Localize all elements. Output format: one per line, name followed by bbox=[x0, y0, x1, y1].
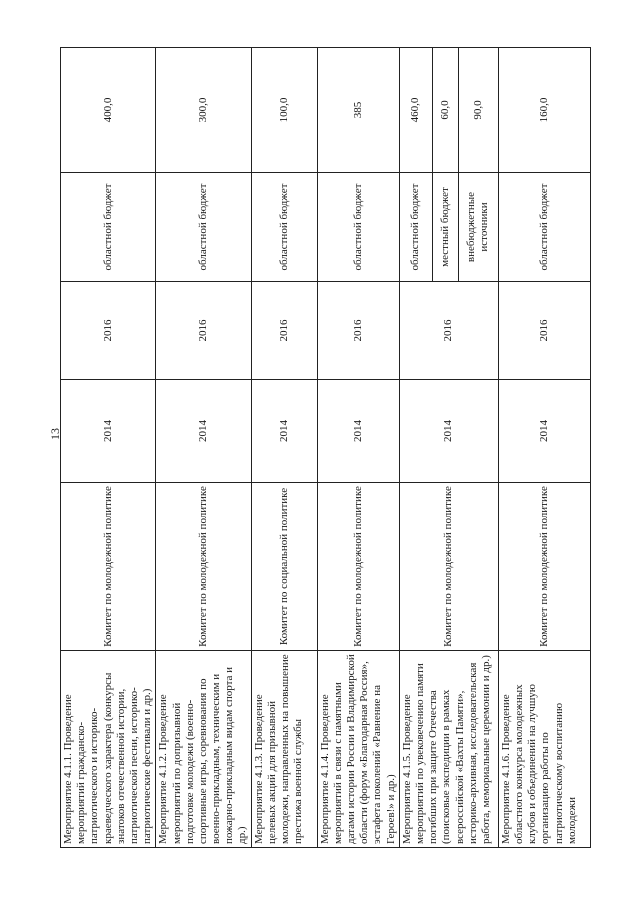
start-year-cell: 2014 bbox=[61, 380, 156, 483]
start-year-cell: 2014 bbox=[317, 380, 399, 483]
end-year-cell: 2016 bbox=[498, 282, 590, 380]
activity-description: Мероприятие 4.1.2. Проведение мероприятий по допризывной подготовке молодежи (военно-спортивные игры, соревнования по военно-прикладным, техническим и пожарно-прикладным видам спорта и др.) bbox=[156, 651, 251, 848]
end-year-cell: 2016 bbox=[156, 282, 251, 380]
end-year-cell: 2016 bbox=[399, 282, 498, 380]
start-year-cell: 2014 bbox=[251, 380, 317, 483]
start-year-cell: 2014 bbox=[498, 380, 590, 483]
funding-source-cell: областной бюджет bbox=[498, 173, 590, 282]
activity-description: Мероприятие 4.1.3. Проведение целевых акций для призывной молодежи, направленных на повышение престижа военной службы bbox=[251, 651, 317, 848]
funding-source-cell: областной бюджет bbox=[399, 173, 432, 282]
funding-amount-cell: 90,0 bbox=[458, 48, 498, 173]
executor-cell: Комитет по социальной политике bbox=[251, 483, 317, 651]
end-year-cell: 2016 bbox=[61, 282, 156, 380]
funding-source-cell: местный бюджет bbox=[432, 173, 458, 282]
funding-source-cell: областной бюджет bbox=[156, 173, 251, 282]
table-row bbox=[251, 48, 317, 848]
funding-amount-cell: 385 bbox=[317, 48, 399, 173]
activity-description: Мероприятие 4.1.4. Проведение мероприятий в связи с памятными датами истории России и Владимирской области (форум «Благодарная Россия», эстафета поколений «Равнение на Героев!» и др.) bbox=[317, 651, 399, 848]
funding-source-cell: областной бюджет bbox=[317, 173, 399, 282]
table-row bbox=[498, 48, 590, 848]
start-year-cell: 2014 bbox=[156, 380, 251, 483]
funding-amount-cell: 460,0 bbox=[399, 48, 432, 173]
end-year-cell: 2016 bbox=[317, 282, 399, 380]
executor-cell: Комитет по молодежной политике bbox=[317, 483, 399, 651]
table-row bbox=[156, 48, 251, 848]
end-year-cell: 2016 bbox=[251, 282, 317, 380]
funding-source-cell: областной бюджет bbox=[251, 173, 317, 282]
page-number: 13 bbox=[48, 428, 62, 440]
executor-cell: Комитет по молодежной политике bbox=[61, 483, 156, 651]
funding-amount-cell: 100,0 bbox=[251, 48, 317, 173]
funding-source-cell: областной бюджет bbox=[61, 173, 156, 282]
funding-amount-cell: 400,0 bbox=[61, 48, 156, 173]
table-row bbox=[61, 48, 156, 848]
program-table bbox=[60, 48, 578, 848]
funding-source-cell: внебюджетные источники bbox=[458, 173, 498, 282]
executor-cell: Комитет по молодежной политике bbox=[399, 483, 498, 651]
funding-amount-cell: 160,0 bbox=[498, 48, 590, 173]
activity-description: Мероприятие 4.1.5. Проведение мероприятий по увековечению памяти погибших при защите Отечества (поисковые экспедиции в рамках всероссийской «Вахты Памяти», историко-архивная, исследовательская работа, мемориальные церемонии и др.) bbox=[399, 651, 498, 848]
table-row bbox=[399, 48, 432, 848]
funding-amount-cell: 300,0 bbox=[156, 48, 251, 173]
funding-amount-cell: 60,0 bbox=[432, 48, 458, 173]
executor-cell: Комитет по молодежной политике bbox=[498, 483, 590, 651]
activity-description: Мероприятие 4.1.1. Проведение мероприятий гражданско-патриотического и историко-краеведческого характера (конкурсы знатоков отечественной истории, патриотической песни, историко-патриотические фестивали и др.) bbox=[61, 651, 156, 848]
start-year-cell: 2014 bbox=[399, 380, 498, 483]
activity-description: Мероприятие 4.1.6. Проведение областного конкурса молодежных клубов и объединений на лучшую организацию работы по патриотическому воспитанию молодежи bbox=[498, 651, 590, 848]
executor-cell: Комитет по молодежной политике bbox=[156, 483, 251, 651]
table-row bbox=[317, 48, 399, 848]
